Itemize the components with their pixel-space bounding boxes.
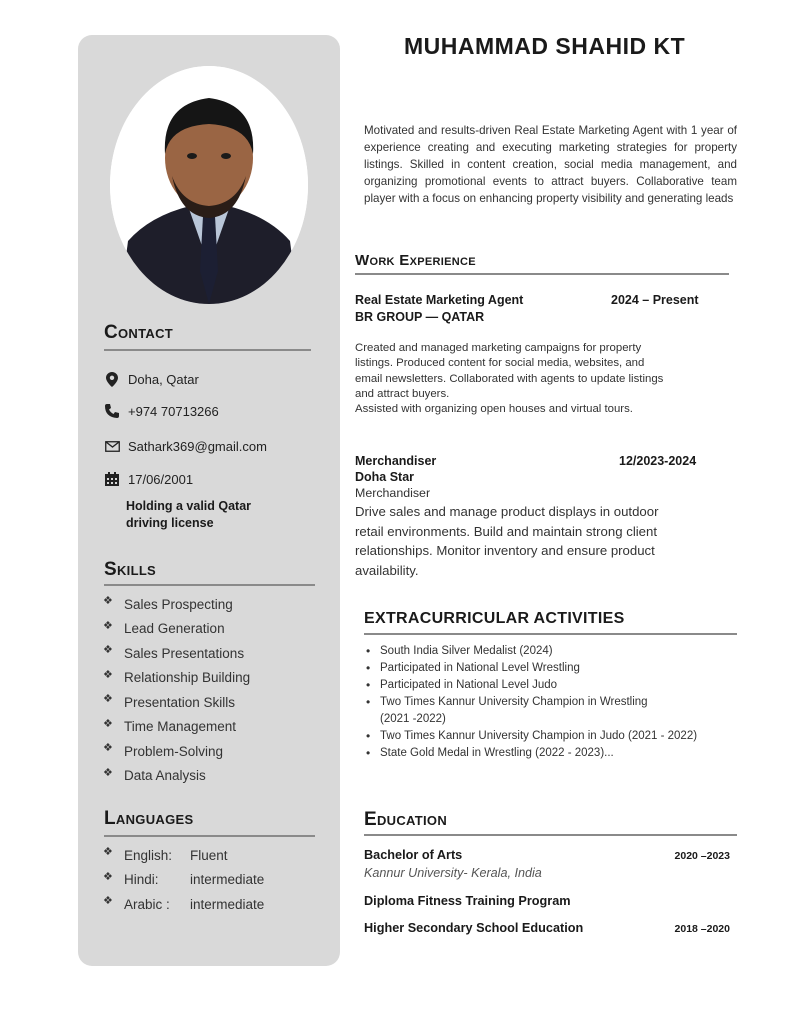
skills-divider	[104, 584, 315, 586]
activities-heading: EXTRACURRICULAR ACTIVITIES	[364, 610, 625, 627]
skill-label: Time Management	[124, 719, 237, 735]
education-item-2	[364, 894, 730, 908]
activities-divider	[364, 633, 737, 635]
job-2-role: Merchandiser	[355, 454, 437, 468]
list-item: • South India Silver Medalist (2024)	[366, 643, 697, 660]
languages-list	[104, 843, 264, 917]
skill-label: Presentation Skills	[124, 694, 236, 710]
activity-text-cont: (2021 -2022)	[380, 713, 446, 725]
bullet-diamond-icon	[104, 876, 112, 884]
skill-label: Problem-Solving	[124, 743, 224, 759]
language-name: Arabic :	[124, 896, 170, 912]
bullet-diamond-icon	[104, 600, 112, 608]
contact-location	[104, 371, 199, 387]
bullet-diamond-icon	[104, 851, 112, 859]
location-text: Doha, Qatar	[128, 371, 199, 387]
degree-dates: 2020 –2023	[674, 850, 730, 862]
education-item-1	[364, 848, 730, 862]
description-line: Created and managed marketing campaigns for property	[355, 342, 642, 354]
list-item: • Two Times Kannur University Champion in Judo (2021 - 2022)	[366, 728, 697, 745]
location-pin-icon	[104, 371, 120, 387]
work-experience-heading: Work Experience	[355, 252, 476, 269]
description-line: retail environments. Build and maintain strong client	[355, 523, 658, 539]
job-2-dates: 12/2023-2024	[619, 454, 697, 468]
list-item	[104, 715, 250, 740]
email-text[interactable]: Sathark369@gmail.com	[128, 438, 267, 454]
activity-text: Two Times Kannur University Champion in Wrestling	[380, 696, 648, 708]
list-item: • State Gold Medal in Wrestling (2022 - 2023)...	[366, 745, 697, 762]
skills-heading: Skills	[104, 559, 157, 580]
job-2-subtitle: Merchandiser	[355, 486, 431, 500]
list-item	[104, 666, 250, 691]
description-line: listings. Produced content for social media, websites, and	[355, 357, 645, 370]
job-2-company: Doha Star	[355, 470, 415, 484]
skills-list	[104, 592, 250, 788]
list-item	[104, 843, 264, 868]
calendar-icon	[104, 471, 120, 487]
contact-dob	[104, 471, 193, 487]
list-item	[104, 641, 250, 666]
skill-label: Relationship Building	[124, 670, 251, 686]
degree-school: Kannur University- Kerala, India	[364, 866, 542, 880]
bullet-diamond-icon	[104, 723, 112, 731]
list-item: • Participated in National Level Judo	[366, 677, 697, 694]
education-divider	[364, 834, 737, 836]
list-item	[104, 739, 250, 764]
language-name: English:	[124, 847, 173, 863]
language-level: intermediate	[190, 872, 265, 888]
education-heading: Education	[364, 809, 448, 830]
contact-divider	[104, 349, 311, 351]
phone-text[interactable]: +974 70713266	[128, 403, 219, 419]
description-line: email newsletters. Collaborated with agents to update listings	[355, 372, 664, 385]
degree-title: Bachelor of Arts	[364, 848, 463, 862]
contact-heading: Contact	[104, 322, 174, 343]
bullet-diamond-icon	[104, 772, 112, 780]
bullet-diamond-icon	[104, 674, 112, 682]
description-line: and attract buyers.	[355, 387, 450, 400]
list-item	[104, 868, 264, 893]
work-divider	[355, 273, 729, 275]
bullet-diamond-icon	[104, 698, 112, 706]
list-item	[366, 694, 697, 728]
contact-phone	[104, 403, 219, 419]
degree-title: Higher Secondary School Education	[364, 921, 584, 935]
job-1-description	[355, 341, 735, 417]
activities-list	[366, 643, 697, 762]
job-1-company: BR GROUP — QATAR	[355, 310, 485, 324]
education-item-3	[364, 921, 730, 935]
license-line-2: driving license	[126, 516, 214, 530]
candidate-name: MUHAMMAD SHAHID KT	[404, 33, 686, 59]
skill-label: Sales Presentations	[124, 645, 245, 661]
job-1-role: Real Estate Marketing Agent	[355, 293, 524, 307]
list-item	[104, 617, 250, 642]
description-line: availability.	[355, 562, 419, 578]
degree-title: Diploma Fitness Training Program	[364, 894, 571, 908]
language-name: Hindi:	[124, 872, 159, 888]
skill-label: Lead Generation	[124, 621, 225, 637]
description-line: Drive sales and manage product displays in outdoor	[355, 504, 659, 519]
degree-dates: 2018 –2020	[674, 923, 730, 935]
dob-text: 17/06/2001	[128, 471, 194, 487]
bullet-diamond-icon	[104, 747, 112, 755]
profile-photo	[110, 66, 308, 304]
description-line: relationships. Monitor inventory and ensure product	[355, 543, 655, 558]
license-note	[126, 498, 251, 532]
envelope-icon	[104, 438, 120, 454]
language-level: Fluent	[190, 847, 228, 863]
profile-summary: Motivated and results-driven Real Estate Marketing Agent with 1 year of experience creating and executing marketing strategies for property listings. Skilled in content creation, social media management, and organizing promotional events to attract buyers. Collaborative team player with a focus on enhancing property visibility and generating leads	[364, 124, 737, 205]
license-line-1: Holding a valid Qatar	[126, 499, 252, 513]
contact-email	[104, 438, 267, 454]
bullet-diamond-icon	[104, 649, 112, 657]
languages-divider	[104, 835, 315, 837]
list-item	[104, 592, 250, 617]
language-level: intermediate	[190, 896, 265, 912]
list-item	[104, 892, 264, 917]
phone-icon	[104, 403, 120, 419]
skill-label: Data Analysis	[124, 768, 206, 784]
job-2-description	[355, 484, 735, 580]
list-item	[104, 764, 250, 789]
skill-label: Sales Prospecting	[124, 596, 233, 612]
list-item	[104, 690, 250, 715]
bullet-diamond-icon	[104, 900, 112, 908]
job-1-dates: 2024 – Present	[611, 293, 699, 307]
description-line: Assisted with organizing open houses and virtual tours.	[355, 403, 633, 416]
bullet-diamond-icon	[104, 625, 112, 633]
languages-heading: Languages	[104, 808, 194, 829]
list-item: • Participated in National Level Wrestling	[366, 660, 697, 677]
